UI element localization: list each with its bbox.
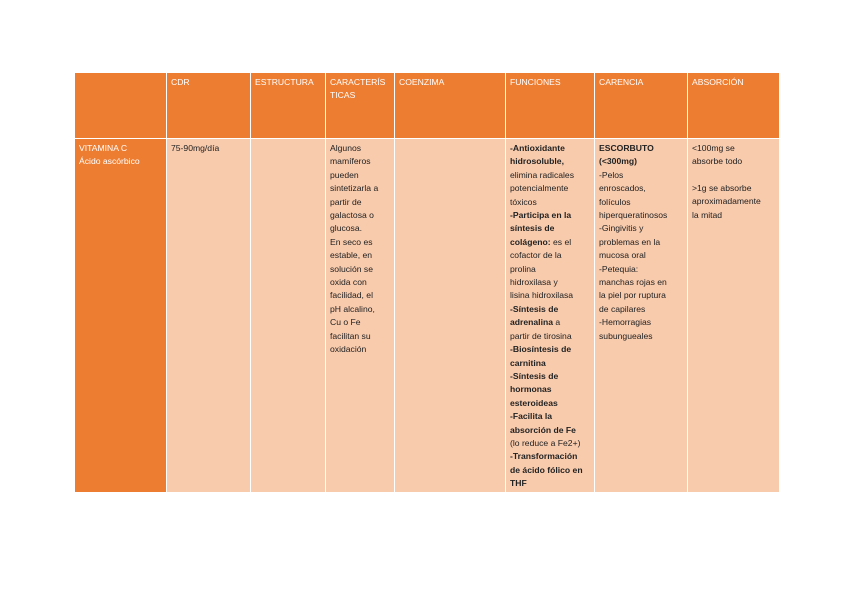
cell-line [510,263,591,276]
vitamin-alias: Ácido ascórbico [79,156,140,167]
cell-line [599,222,684,235]
header-cell: ESTRUCTURA [251,73,326,139]
cell-line-text: potencialmente [510,183,569,194]
cell-line-text: THF [510,478,527,489]
cell-line-text: -Biosíntesis de [510,344,572,355]
cell-line-text: cofactor de la [510,250,562,261]
cell-line: <100mg se [692,143,735,153]
cell-line: facilitan su [330,330,371,341]
header-cell: COENZIMA [395,73,506,139]
cell-line [510,236,591,249]
cell-line [510,316,591,329]
cell-line [510,276,591,289]
cell-line-text: carnitina [510,357,546,368]
cell-line: Algunos [330,143,362,153]
absorcion-cell [688,139,780,493]
cell-line-text: adrenalina [510,317,553,328]
cell-line [510,410,591,423]
cell-line-text: -Gingivitis y [599,223,644,234]
cell-line-text: -Antioxidante [510,143,565,153]
cell-line-text: subungueales [599,330,653,341]
cell-line-text: -Síntesis de [510,370,559,381]
cell-line [599,330,684,343]
cell-line-text: hidrosoluble, [510,156,564,167]
cdr-cell: 75-90mg/día [167,139,251,493]
cell-line-text: prolina [510,263,536,274]
cell-line [510,343,591,356]
vitamin-table [74,72,780,493]
cell-line-text: -Participa en la [510,210,572,221]
header-cell [75,73,167,139]
cell-line: sintetizarla a [330,183,379,194]
cell-line: >1g se absorbe [692,182,752,193]
cell-line-text: -Facilita la [510,411,553,422]
cell-line: oxida con [330,277,367,288]
cell-line [599,236,684,249]
cell-line [510,437,591,450]
cell-line-text: la piel por ruptura [599,290,666,301]
cell-line [510,383,591,396]
cell-line-text: -Hemorragias [599,317,652,328]
cell-line [599,289,684,302]
cell-line: Cu o Fe [330,317,361,328]
cell-line-text: (<300mg) [599,156,637,167]
cell-line [510,142,591,155]
cell-line [510,424,591,437]
cell-line: partir de [330,196,362,207]
cell-line [599,263,684,276]
cell-line: glucosa. [330,223,363,234]
cell-line [599,196,684,209]
cell-line [692,169,776,182]
vitamin-name-cell [75,139,167,493]
carencia-cell [595,139,688,493]
cell-line-text: esteroideas [510,397,558,408]
cell-line: facilidad, el [330,290,373,301]
caracteristicas-cell [326,139,395,493]
cell-line [510,289,591,302]
cell-line [510,303,591,316]
funciones-cell [506,139,595,493]
cell-line: oxidación [330,344,367,355]
cell-line: la mitad [692,209,723,220]
header-cell: CDR [167,73,251,139]
cell-line [510,370,591,383]
cell-line: solución se [330,263,373,274]
cell-line [599,155,684,168]
cell-line [510,397,591,410]
cell-line-text: tóxicos [510,196,537,207]
cell-line-text: colágeno: [510,236,551,247]
cell-line: mamíferos [330,156,371,167]
cell-line-text: de ácido fólico en [510,464,583,475]
cell-line-text: -Petequia: [599,263,639,274]
cell-line [510,249,591,262]
estructura-cell [251,139,326,493]
cell-line [599,303,684,316]
cell-line [510,155,591,168]
cell-line [599,249,684,262]
cell-line-text: -Transformación [510,451,578,462]
table-row [75,139,780,493]
header-cell: CARACTERÍS TICAS [326,73,395,139]
cell-line [599,182,684,195]
cell-line-text: síntesis de [510,223,555,234]
cell-line-text: mucosa oral [599,250,646,261]
coenzima-cell [395,139,506,493]
cell-line-text: ESCORBUTO [599,143,654,153]
cell-line-text: problemas en la [599,236,661,247]
cell-line [510,450,591,463]
cell-line: pueden [330,169,359,180]
cell-line [510,182,591,195]
cell-line [510,222,591,235]
cell-line: estable, en [330,250,373,261]
cell-line: pH alcalino, [330,303,375,314]
cell-line-rest: a [553,317,561,328]
cell-line-text: -Pelos [599,169,624,180]
cell-line: galactosa o [330,210,374,221]
cell-line-text: enroscados, [599,183,646,194]
cell-line [599,142,684,155]
cell-line-text: manchas rojas en [599,277,667,288]
cell-line-text: folículos [599,196,631,207]
cell-line: En seco es [330,236,373,247]
cell-line-text: absorción de Fe [510,424,576,435]
cell-line [510,477,591,490]
cell-line [510,464,591,477]
cell-line: absorbe todo [692,156,743,167]
header-cell: CARENCIA [595,73,688,139]
cell-line-rest: es el [550,236,572,247]
cell-line-text: hormonas [510,384,552,395]
cell-line [510,330,591,343]
cell-line-text: lisina hidroxilasa [510,290,574,301]
cell-line [599,169,684,182]
cell-line [599,276,684,289]
cell-line [510,209,591,222]
cell-line [599,316,684,329]
cell-line-text: hiperqueratinosos [599,210,668,221]
cell-line-text: hidroxilasa y [510,277,558,288]
header-cell: FUNCIONES [506,73,595,139]
cell-line [510,357,591,370]
header-cell: ABSORCIÓN [688,73,780,139]
header-row [75,73,780,139]
cell-line-text: elimina radicales [510,169,575,180]
cell-line-text: (lo reduce a Fe2+) [510,437,581,448]
cell-line-text: de capilares [599,303,646,314]
cell-line [599,209,684,222]
cell-line [510,196,591,209]
cell-line-text: partir de tirosina [510,330,572,341]
cell-line-text: -Síntesis de [510,303,559,314]
cell-line [510,169,591,182]
cell-line: aproximadamente [692,196,761,207]
vitamin-name: VITAMINA C [79,143,128,153]
